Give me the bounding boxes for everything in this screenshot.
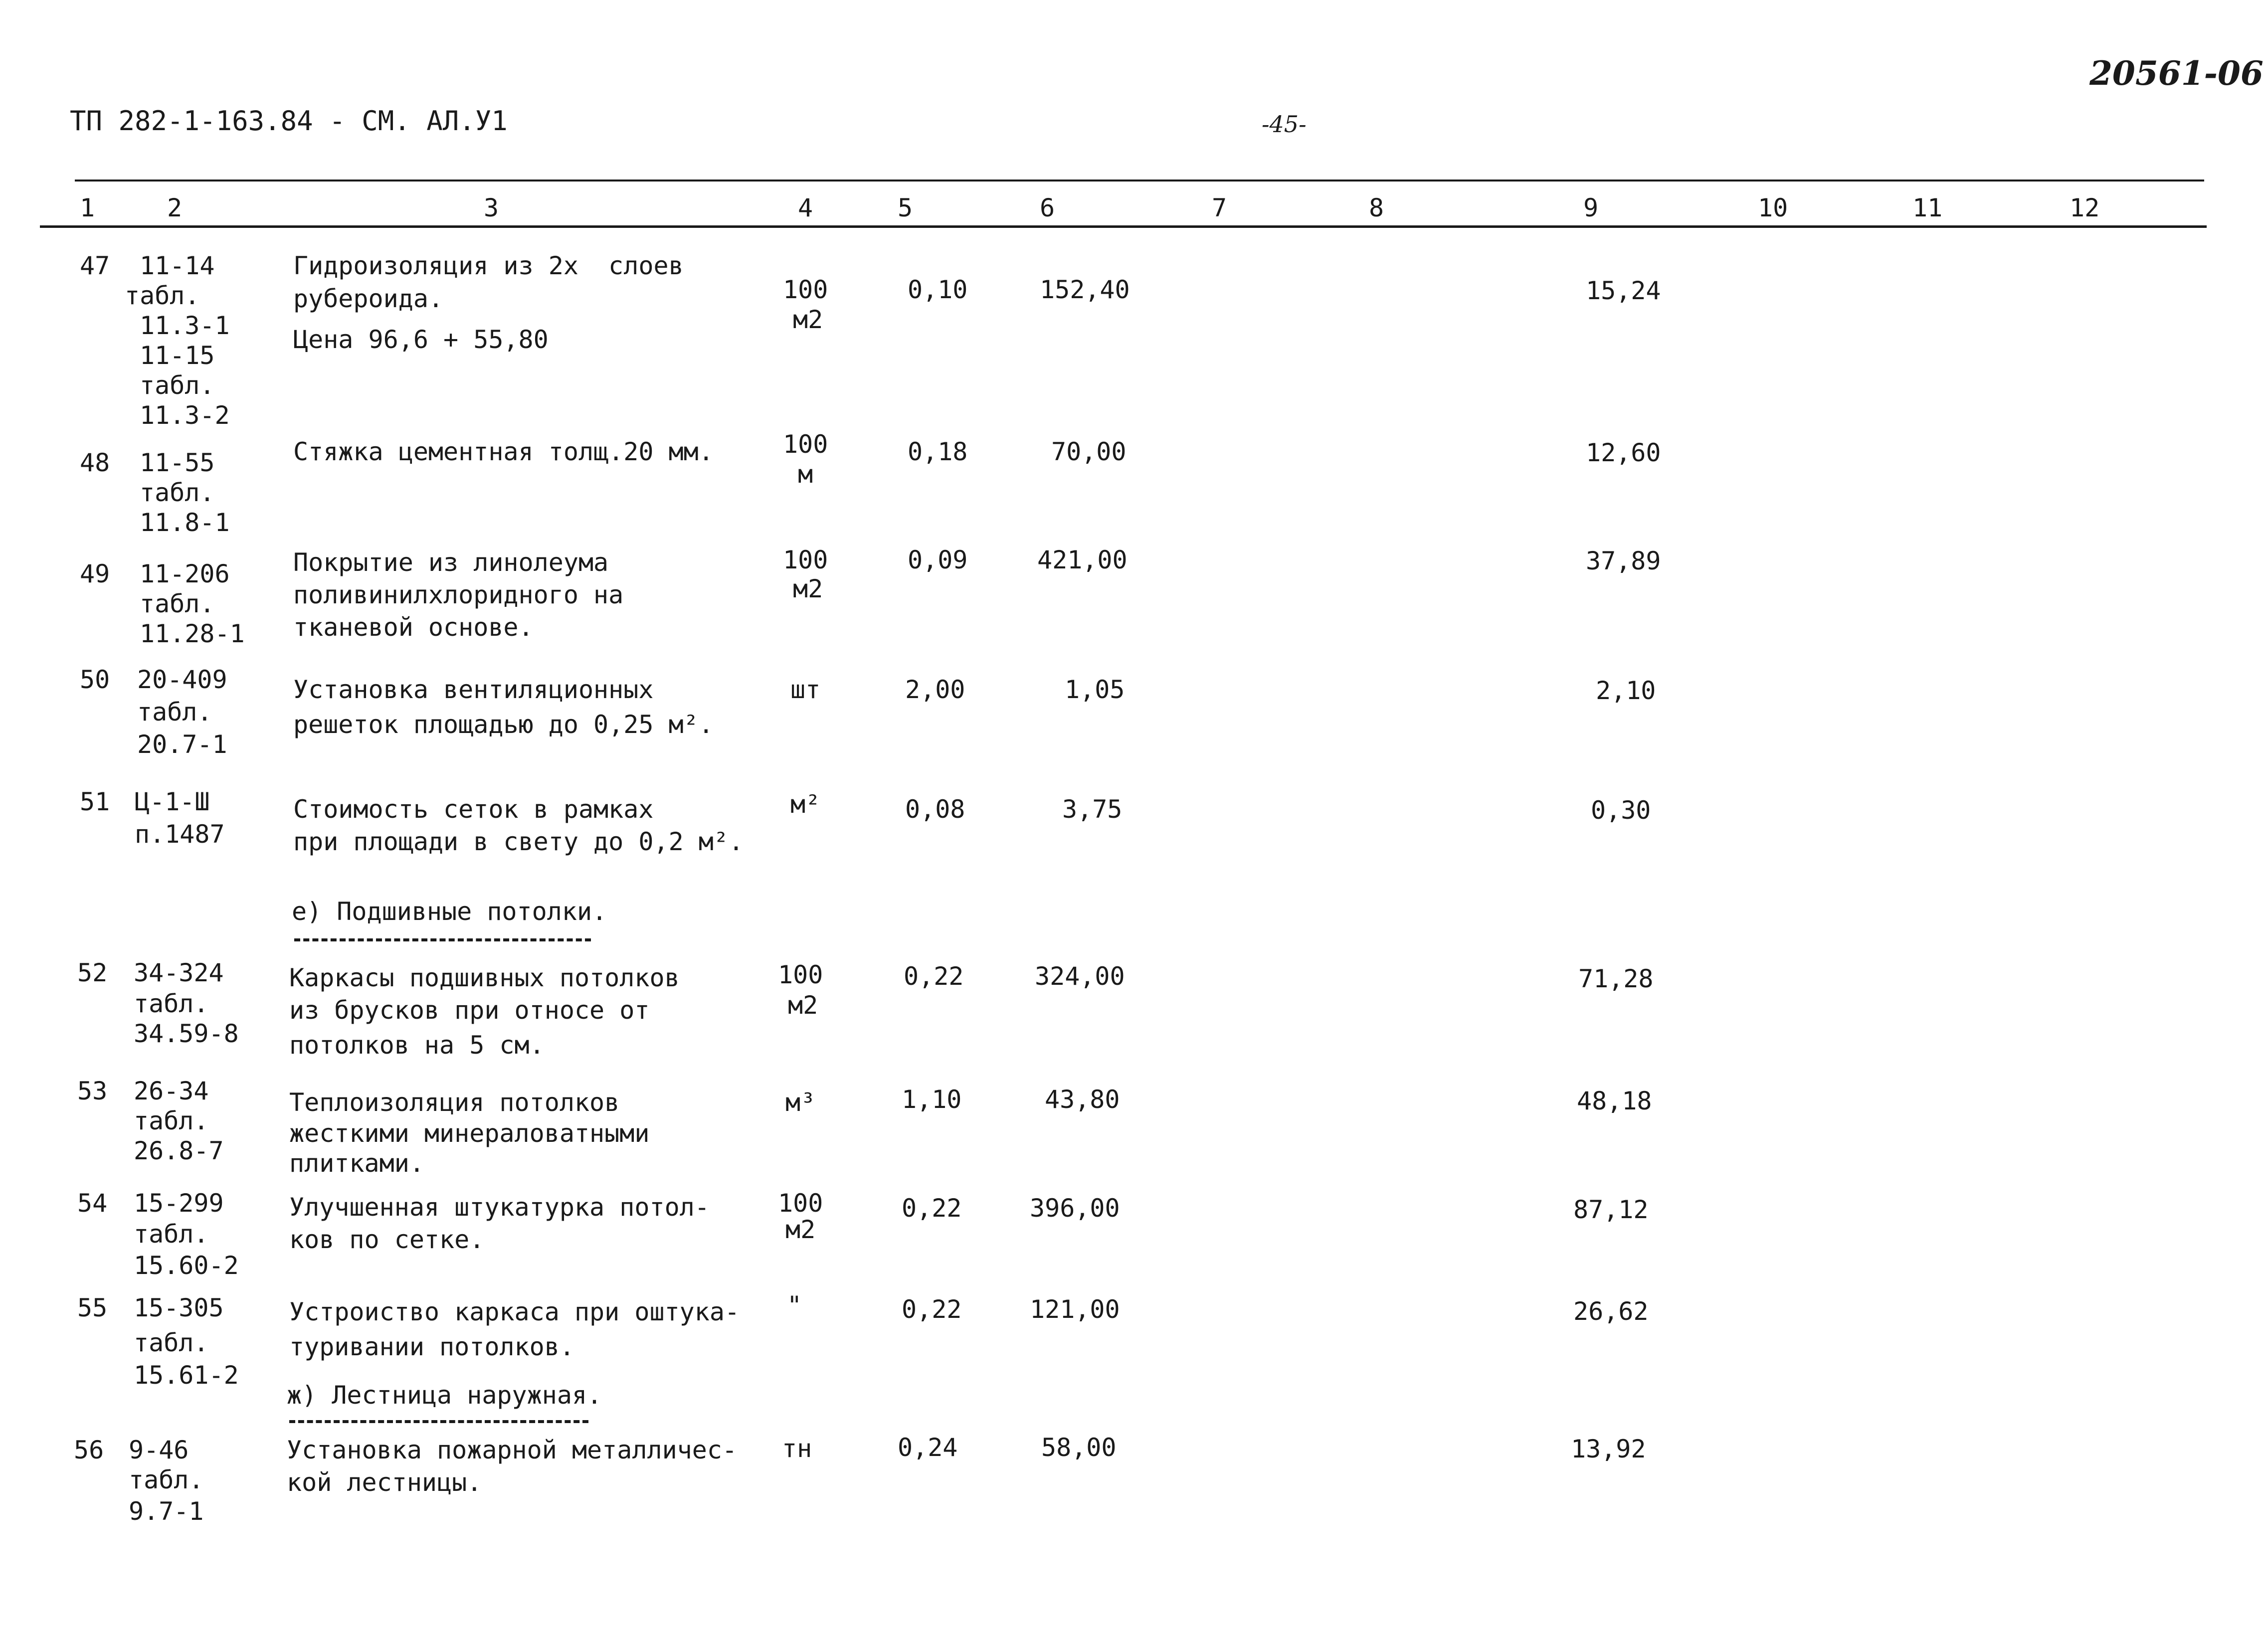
column-header: 8 — [1369, 193, 1384, 222]
norm-code: 11.3-2 — [140, 401, 230, 430]
unit: м2 — [793, 305, 823, 334]
row-number: 53 — [77, 1077, 108, 1105]
document-code: ТП 282-1-163.84 - СМ. АЛ.У1 — [70, 105, 508, 137]
norm-code: 15.60-2 — [134, 1251, 239, 1280]
work-description: Гидроизоляция из 2х слоев — [293, 251, 684, 280]
quantity: 1,10 — [902, 1085, 962, 1114]
unit-price: 121,00 — [1030, 1295, 1120, 1324]
norm-code: 11-206 — [140, 559, 230, 588]
unit: шт — [790, 675, 821, 704]
column-header: 9 — [1583, 193, 1599, 222]
norm-code: табл. — [134, 989, 209, 1018]
row-number: 52 — [77, 958, 108, 987]
quantity: 0,09 — [908, 546, 968, 574]
row-number: 56 — [74, 1436, 104, 1464]
norm-code: 9.7-1 — [129, 1497, 204, 1526]
norm-code: 11.28-1 — [140, 619, 245, 648]
row-number: 54 — [77, 1189, 108, 1218]
section-heading: ж) Лестница наружная. — [287, 1381, 602, 1410]
norm-code: 11-15 — [140, 341, 215, 370]
work-description: при площади в свету до 0,2 м². — [293, 827, 744, 856]
norm-code: 34.59-8 — [134, 1019, 239, 1048]
row-number: 48 — [80, 448, 110, 477]
total-cost: 48,18 — [1577, 1087, 1652, 1115]
quantity: 0,22 — [904, 962, 964, 991]
unit-price: 324,00 — [1035, 962, 1125, 991]
norm-code: табл. — [140, 371, 215, 400]
row-number: 49 — [80, 559, 110, 588]
work-description: рубероида. — [293, 284, 444, 313]
work-description: Покрытие из линолеума — [293, 548, 609, 577]
quantity: 0,18 — [908, 437, 968, 466]
unit: " — [787, 1291, 802, 1320]
work-description: Стоимость сеток в рамках — [293, 795, 654, 824]
norm-code: 15.61-2 — [134, 1361, 239, 1390]
column-header: 5 — [898, 193, 913, 222]
quantity: 0,24 — [898, 1433, 958, 1462]
work-description: Установка пожарной металличес- — [287, 1436, 738, 1464]
norm-code: 15-305 — [134, 1293, 224, 1322]
unit-price: 1,05 — [1065, 675, 1125, 704]
header-top-rule — [75, 180, 2204, 182]
work-description: Стяжка цементная толщ.20 мм. — [293, 437, 714, 466]
work-description: туривании потолков. — [289, 1332, 574, 1361]
unit: 100 — [783, 546, 828, 574]
work-description: Цена 96,6 + 55,80 — [293, 325, 549, 354]
row-number: 50 — [80, 665, 110, 694]
column-header: 6 — [1040, 193, 1055, 222]
row-number: 47 — [80, 251, 110, 280]
work-description: поливинилхлоридного на — [293, 580, 624, 609]
column-header: 2 — [167, 193, 183, 222]
norm-code: Ц-1-Ш — [135, 787, 210, 816]
quantity: 0,10 — [908, 275, 968, 304]
total-cost: 15,24 — [1586, 276, 1661, 305]
unit-price: 43,80 — [1045, 1085, 1120, 1114]
unit: 100 — [783, 275, 828, 304]
norm-code: табл. — [140, 589, 215, 618]
work-description: плитками. — [289, 1149, 424, 1178]
work-description: Каркасы подшивных потолков — [289, 963, 680, 992]
total-cost: 2,10 — [1596, 676, 1656, 705]
norm-code: 11.3-1 — [140, 311, 230, 340]
work-description: решеток площадью до 0,25 м². — [293, 710, 714, 739]
norm-code: 11-14 — [140, 251, 215, 280]
unit: м³ — [785, 1088, 816, 1117]
unit: 100 — [783, 430, 828, 459]
work-description: кой лестницы. — [287, 1468, 482, 1497]
work-description: ков по сетке. — [289, 1225, 485, 1254]
work-description: Установка вентиляционных — [293, 675, 654, 704]
work-description: из брусков при относе от — [289, 996, 650, 1025]
unit: тн — [782, 1434, 812, 1463]
work-description: Устроиство каркаса при оштука- — [289, 1297, 740, 1326]
column-header: 4 — [798, 193, 813, 222]
unit-price: 421,00 — [1037, 546, 1128, 574]
row-number: 51 — [80, 787, 110, 816]
total-cost: 12,60 — [1586, 438, 1661, 467]
work-description: Теплоизоляция потолков — [289, 1088, 620, 1117]
norm-code: табл. — [140, 478, 215, 507]
archive-stamp: 20561-06 — [2089, 54, 2264, 93]
unit: м² — [790, 790, 821, 819]
total-cost: 87,12 — [1573, 1195, 1649, 1224]
unit: м — [798, 460, 813, 489]
column-header: 12 — [2070, 193, 2100, 222]
unit: м2 — [788, 991, 818, 1020]
norm-code: 20-409 — [137, 665, 227, 694]
quantity: 2,00 — [905, 675, 965, 704]
unit: 100 — [778, 1189, 823, 1218]
norm-code: 11-55 — [140, 448, 215, 477]
column-header: 11 — [1912, 193, 1943, 222]
page-number: -45- — [1262, 111, 1307, 138]
unit: 100 — [778, 960, 823, 989]
total-cost: 0,30 — [1591, 796, 1651, 825]
column-header: 3 — [484, 193, 499, 222]
norm-code: табл. — [134, 1220, 209, 1249]
work-description: потолков на 5 см. — [289, 1031, 545, 1060]
column-header: 1 — [80, 193, 95, 222]
norm-code: п.1487 — [135, 820, 225, 849]
quantity: 0,08 — [905, 795, 965, 824]
unit-price: 70,00 — [1051, 437, 1127, 466]
norm-code: 11.8-1 — [140, 508, 230, 537]
header-bottom-rule — [40, 225, 2207, 228]
total-cost: 71,28 — [1578, 964, 1654, 993]
unit-price: 152,40 — [1040, 275, 1130, 304]
unit-price: 396,00 — [1030, 1194, 1120, 1223]
unit-price: 3,75 — [1062, 795, 1123, 824]
norm-code: табл. — [134, 1328, 209, 1357]
unit: м2 — [793, 574, 823, 603]
norm-code: табл. — [134, 1106, 209, 1135]
unit: м2 — [785, 1215, 816, 1244]
norm-code: табл. — [137, 698, 212, 727]
section-underline — [289, 1420, 588, 1423]
work-description: жесткими минераловатными — [289, 1119, 650, 1148]
total-cost: 37,89 — [1586, 546, 1661, 575]
row-number: 55 — [77, 1293, 108, 1322]
total-cost: 13,92 — [1571, 1435, 1646, 1463]
norm-code: 26-34 — [134, 1077, 209, 1105]
norm-code: табл. — [129, 1465, 204, 1494]
quantity: 0,22 — [902, 1194, 962, 1223]
section-heading: е) Подшивные потолки. — [292, 897, 607, 926]
norm-code: 34-324 — [134, 958, 224, 987]
norm-code: 15-299 — [134, 1189, 224, 1218]
norm-code: 26.8-7 — [134, 1136, 224, 1165]
total-cost: 26,62 — [1573, 1297, 1649, 1326]
work-description: тканевой основе. — [293, 613, 534, 642]
norm-code: 20.7-1 — [137, 730, 227, 759]
work-description: Улучшенная штукатурка потол- — [289, 1193, 710, 1222]
quantity: 0,22 — [902, 1295, 962, 1324]
column-header: 10 — [1758, 193, 1788, 222]
unit-price: 58,00 — [1041, 1433, 1117, 1462]
norm-code: табл. — [125, 281, 200, 310]
column-header: 7 — [1212, 193, 1227, 222]
section-underline — [294, 938, 591, 941]
norm-code: 9-46 — [129, 1436, 189, 1464]
